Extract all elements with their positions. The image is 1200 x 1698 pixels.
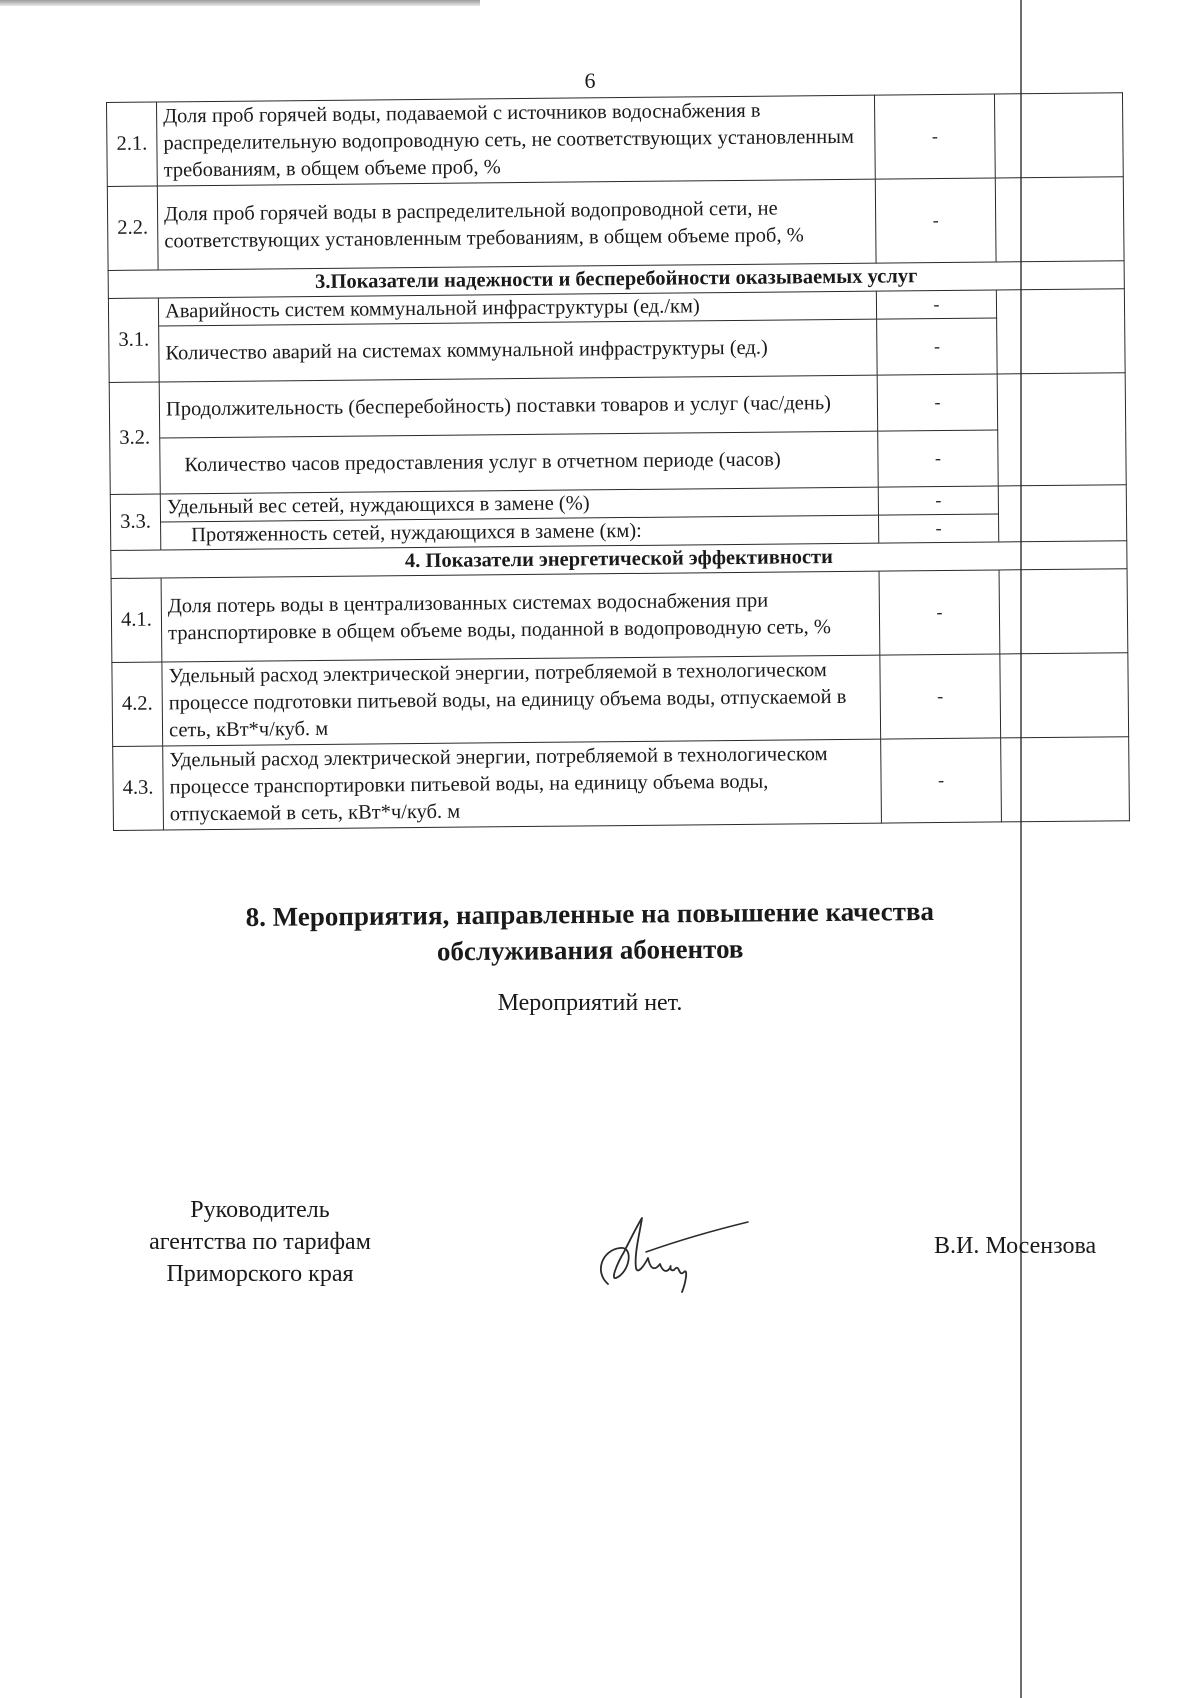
table-row xyxy=(107,93,1124,187)
row-number: 4.1. xyxy=(111,578,162,662)
row-description: Количество аварий на системах коммунальной инфраструктуры (ед.) xyxy=(159,319,878,382)
row-value: - xyxy=(879,570,1000,655)
row-number: 3.3. xyxy=(110,494,161,550)
table-row xyxy=(111,569,1128,663)
row-description: Доля проб горячей воды, подаваемой с источников водоснабжения в распределительную водопроводную сеть, не соответствующих установленным требованиям, в общем объеме проб, % xyxy=(157,95,876,186)
row-description: Удельный расход электрической энергии, потребляемой в технологическом процессе подготовки питьевой воды, на единицу объема воды, отпускаемой в сеть, кВт*ч/куб. м xyxy=(162,655,881,746)
table-row xyxy=(112,653,1129,747)
row-number: 3.1. xyxy=(108,298,159,382)
row-description: Доля потерь воды в централизованных системах водоснабжения при транспортировке в общем объеме воды, поданной в водопроводную сеть, % xyxy=(161,571,880,662)
row-value: - xyxy=(879,514,999,543)
row-description: Протяженность сетей, нуждающихся в замене (км): xyxy=(161,515,879,550)
row-value: - xyxy=(880,654,1001,739)
signer-title-line-2: агентства по тарифам xyxy=(149,1229,371,1255)
indicators-table xyxy=(106,92,1130,831)
row-extra-cell xyxy=(1000,653,1129,738)
table-row xyxy=(113,737,1130,831)
signer-title xyxy=(110,1194,410,1290)
table-row xyxy=(109,317,1125,383)
row-extra-cell xyxy=(997,373,1126,486)
no-measures-text: Мероприятий нет. xyxy=(497,990,683,1016)
signer-title-line-3: Приморского края xyxy=(166,1261,354,1287)
row-extra-cell xyxy=(994,93,1123,178)
row-value: - xyxy=(881,738,1002,823)
handwritten-signature xyxy=(590,1212,760,1312)
row-extra-cell xyxy=(996,289,1125,374)
row-description: Удельный вес сетей, нуждающихся в замене (%) xyxy=(160,487,878,522)
row-description: Количество часов предоставления услуг в отчетном периоде (часов) xyxy=(160,431,879,494)
section-8-heading xyxy=(0,891,1180,973)
indicators-table-wrapper xyxy=(106,92,1129,831)
table-row xyxy=(110,429,1126,495)
row-number: 2.2. xyxy=(107,186,158,270)
row-value: - xyxy=(878,486,998,515)
row-value: - xyxy=(876,290,996,319)
row-description: Доля проб горячей воды в распределительной водопроводной сети, не соответствующих установленным требованиям, в общем объеме проб, % xyxy=(157,179,876,270)
row-value: - xyxy=(874,94,995,179)
page-number: 6 xyxy=(584,68,596,93)
section-title: 3.Показатели надежности и бесперебойности оказываемых услуг xyxy=(108,261,1124,299)
row-extra-cell xyxy=(999,569,1128,654)
signer-name: В.И. Мосензова xyxy=(934,1233,1097,1259)
signer-title-line-1: Руководитель xyxy=(190,1197,330,1223)
row-description: Удельный расход электрической энергии, потребляемой в технологическом процессе транспортировки питьевой воды, на единицу объема воды, отпускаемой в сеть, кВт*ч/куб. м xyxy=(163,739,882,830)
row-extra-cell xyxy=(995,177,1124,262)
row-description: Аварийность систем коммунальной инфраструктуры (ед./км) xyxy=(158,291,876,326)
section-8-heading-line-2: обслуживания абонентов xyxy=(436,933,744,967)
row-extra-cell xyxy=(998,485,1127,542)
row-number: 3.2. xyxy=(109,382,160,494)
row-number: 2.1. xyxy=(107,102,158,186)
table-row xyxy=(109,373,1125,439)
row-number: 4.2. xyxy=(112,662,163,746)
row-value: - xyxy=(875,178,996,263)
row-value: - xyxy=(877,374,998,431)
row-extra-cell xyxy=(1001,737,1130,822)
row-description: Продолжительность (бесперебойность) поставки товаров и услуг (час/день) xyxy=(159,375,878,438)
section-8-heading-line-1: 8. Мероприятия, направленные на повышение качества xyxy=(245,895,935,933)
row-value: - xyxy=(878,430,999,487)
row-number: 4.3. xyxy=(113,746,164,830)
table-row xyxy=(107,177,1124,271)
scan-top-edge xyxy=(0,0,480,6)
row-value: - xyxy=(877,318,998,375)
section-title: 4. Показатели энергетической эффективности xyxy=(111,541,1127,579)
